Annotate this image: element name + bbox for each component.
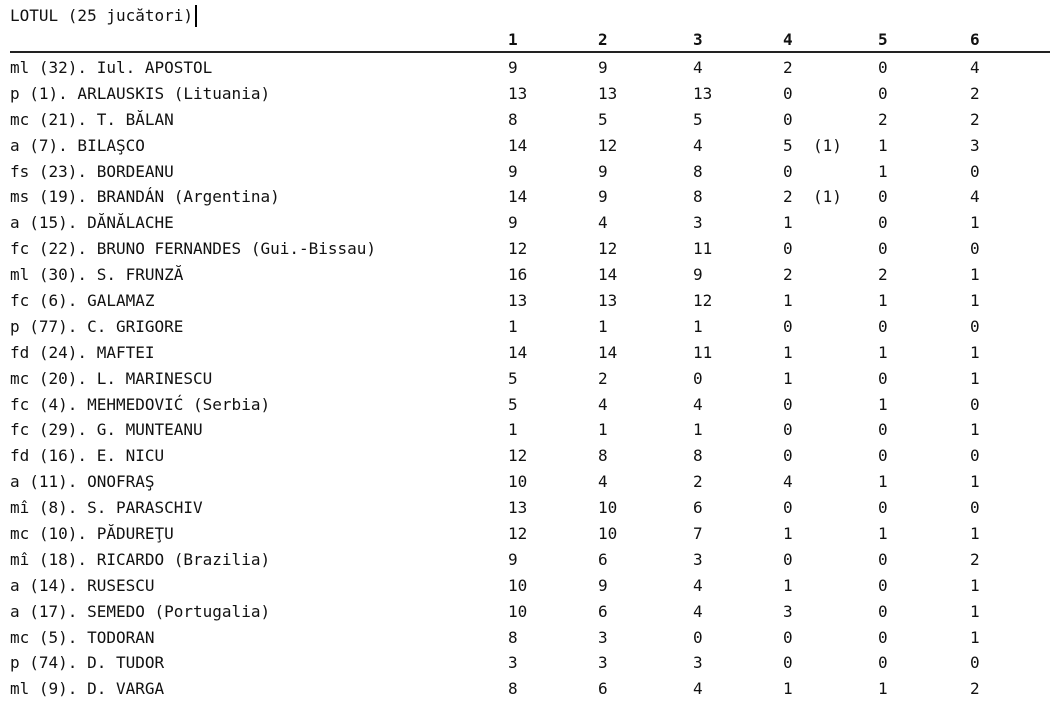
stat-col-1: 9 xyxy=(508,213,518,233)
stat-col-6: 1 xyxy=(970,213,980,233)
player-name: p (74). D. TUDOR xyxy=(10,653,165,673)
stat-col-3: 4 xyxy=(693,575,703,595)
stat-col-4: 0 xyxy=(783,161,793,181)
stat-col-3: 4 xyxy=(693,601,703,621)
stat-col-4: 0 xyxy=(783,316,793,336)
stat-col-6: 1 xyxy=(970,368,980,388)
column-header-4: 4 xyxy=(783,30,793,49)
stat-col-1: 5 xyxy=(508,368,518,388)
player-name: ms (19). BRANDÁN (Argentina) xyxy=(10,187,280,207)
stat-col-6: 0 xyxy=(970,316,980,336)
stat-col-3: 3 xyxy=(693,213,703,233)
stat-col-1: 12 xyxy=(508,239,528,259)
stat-col-5: 0 xyxy=(878,601,888,621)
stat-col-1: 13 xyxy=(508,291,528,311)
stat-col-5: 1 xyxy=(878,524,888,544)
stat-col-3: 0 xyxy=(693,368,703,388)
stat-col-6: 1 xyxy=(970,265,980,285)
player-name: ml (30). S. FRUNZĂ xyxy=(10,265,184,285)
stat-col-5: 0 xyxy=(878,368,888,388)
stat-col-4-note: (1) xyxy=(813,187,842,207)
player-name: a (7). BILAŞCO xyxy=(10,135,145,155)
player-name: a (17). SEMEDO (Portugalia) xyxy=(10,601,271,621)
stat-col-6: 0 xyxy=(970,653,980,673)
stat-col-6: 0 xyxy=(970,161,980,181)
stat-col-4: 1 xyxy=(783,368,793,388)
stat-col-1: 8 xyxy=(508,627,518,647)
table-row xyxy=(0,316,1050,342)
stat-col-1: 9 xyxy=(508,549,518,569)
stat-col-3: 5 xyxy=(693,109,703,129)
player-name: fc (6). GALAMAZ xyxy=(10,291,155,311)
stat-col-3: 11 xyxy=(693,342,713,362)
stat-col-5: 2 xyxy=(878,265,888,285)
stat-col-6: 1 xyxy=(970,524,980,544)
stat-col-6: 3 xyxy=(970,135,980,155)
stat-col-4: 0 xyxy=(783,653,793,673)
table-row xyxy=(0,678,1050,704)
table-row xyxy=(0,109,1050,135)
stat-col-6: 1 xyxy=(970,627,980,647)
table-row xyxy=(0,497,1050,523)
player-name: mc (20). L. MARINESCU xyxy=(10,368,213,388)
stat-col-2: 12 xyxy=(598,135,618,155)
stat-col-2: 9 xyxy=(598,58,608,77)
stat-col-4: 0 xyxy=(783,109,793,129)
stat-col-5: 0 xyxy=(878,498,888,518)
header-divider xyxy=(10,51,1050,53)
stat-col-3: 8 xyxy=(693,187,703,207)
stat-col-2: 4 xyxy=(598,213,608,233)
player-name: fd (16). E. NICU xyxy=(10,446,165,466)
player-name: fd (24). MAFTEI xyxy=(10,342,155,362)
stat-col-3: 2 xyxy=(693,472,703,492)
stat-col-2: 5 xyxy=(598,109,608,129)
table-row xyxy=(0,445,1050,471)
stat-col-5: 0 xyxy=(878,575,888,595)
stat-col-2: 4 xyxy=(598,472,608,492)
player-name: fc (4). MEHMEDOVIĆ (Serbia) xyxy=(10,394,271,414)
stat-col-3: 13 xyxy=(693,83,713,103)
player-name: fc (29). G. MUNTEANU xyxy=(10,420,203,440)
table-row xyxy=(0,161,1050,187)
stat-col-6: 1 xyxy=(970,575,980,595)
table-row xyxy=(0,523,1050,549)
column-header-6: 6 xyxy=(970,30,980,49)
table-row xyxy=(0,627,1050,653)
squad-title[interactable] xyxy=(10,5,197,27)
stat-col-4: 0 xyxy=(783,394,793,414)
stat-col-1: 12 xyxy=(508,524,528,544)
table-row xyxy=(0,264,1050,290)
stat-col-5: 1 xyxy=(878,472,888,492)
stat-col-3: 3 xyxy=(693,653,703,673)
stat-col-5: 1 xyxy=(878,394,888,414)
stat-col-1: 16 xyxy=(508,265,528,285)
stat-col-3: 9 xyxy=(693,265,703,285)
stat-col-4: 1 xyxy=(783,291,793,311)
stat-col-2: 1 xyxy=(598,420,608,440)
stat-col-4: 0 xyxy=(783,420,793,440)
stat-col-2: 4 xyxy=(598,394,608,414)
stat-col-2: 10 xyxy=(598,524,618,544)
stat-col-2: 9 xyxy=(598,575,608,595)
stat-col-5: 0 xyxy=(878,549,888,569)
stat-col-2: 14 xyxy=(598,265,618,285)
player-name: mî (18). RICARDO (Brazilia) xyxy=(10,549,271,569)
stat-col-3: 6 xyxy=(693,498,703,518)
stat-col-2: 14 xyxy=(598,342,618,362)
table-row xyxy=(0,290,1050,316)
stat-col-5: 0 xyxy=(878,316,888,336)
stat-col-4: 1 xyxy=(783,524,793,544)
stat-col-3: 3 xyxy=(693,549,703,569)
player-name: ml (9). D. VARGA xyxy=(10,679,165,699)
stat-col-5: 0 xyxy=(878,239,888,259)
stat-col-1: 9 xyxy=(508,58,518,77)
stat-col-6: 0 xyxy=(970,446,980,466)
stat-col-3: 8 xyxy=(693,161,703,181)
stat-col-3: 0 xyxy=(693,627,703,647)
stat-col-2: 2 xyxy=(598,368,608,388)
player-name: a (11). ONOFRAŞ xyxy=(10,472,155,492)
stat-col-4: 1 xyxy=(783,213,793,233)
column-header-1: 1 xyxy=(508,30,518,49)
table-row xyxy=(0,394,1050,420)
stat-col-3: 4 xyxy=(693,58,703,77)
table-row xyxy=(0,471,1050,497)
stat-col-1: 5 xyxy=(508,394,518,414)
stat-col-1: 1 xyxy=(508,316,518,336)
stat-col-1: 13 xyxy=(508,83,528,103)
stat-col-2: 6 xyxy=(598,549,608,569)
stat-col-3: 4 xyxy=(693,679,703,699)
stat-col-3: 4 xyxy=(693,135,703,155)
table-row xyxy=(0,57,1050,83)
stat-col-4: 0 xyxy=(783,549,793,569)
stat-col-1: 8 xyxy=(508,679,518,699)
stat-col-5: 0 xyxy=(878,627,888,647)
player-name: p (77). C. GRIGORE xyxy=(10,316,184,336)
stat-col-4: 4 xyxy=(783,472,793,492)
table-row xyxy=(0,368,1050,394)
stat-col-4: 3 xyxy=(783,601,793,621)
stat-col-2: 1 xyxy=(598,316,608,336)
stat-col-2: 8 xyxy=(598,446,608,466)
table-row xyxy=(0,238,1050,264)
stat-col-4: 2 xyxy=(783,58,793,77)
stat-col-5: 0 xyxy=(878,187,888,207)
stat-col-2: 3 xyxy=(598,627,608,647)
table-row xyxy=(0,83,1050,109)
stat-col-5: 1 xyxy=(878,679,888,699)
table-row xyxy=(0,575,1050,601)
stat-col-2: 9 xyxy=(598,161,608,181)
stat-col-1: 14 xyxy=(508,187,528,207)
stat-col-6: 4 xyxy=(970,58,980,77)
stat-col-6: 1 xyxy=(970,291,980,311)
stat-col-1: 14 xyxy=(508,135,528,155)
stat-col-4: 0 xyxy=(783,83,793,103)
stat-col-1: 12 xyxy=(508,446,528,466)
column-header-3: 3 xyxy=(693,30,703,49)
stat-col-2: 13 xyxy=(598,83,618,103)
stat-col-4: 0 xyxy=(783,446,793,466)
player-name: p (1). ARLAUSKIS (Lituania) xyxy=(10,83,271,103)
stat-col-5: 0 xyxy=(878,58,888,77)
stat-col-5: 0 xyxy=(878,213,888,233)
stat-col-5: 1 xyxy=(878,135,888,155)
stat-col-3: 4 xyxy=(693,394,703,414)
stat-col-4: 0 xyxy=(783,627,793,647)
table-row xyxy=(0,652,1050,678)
column-header-row xyxy=(0,30,1050,50)
stat-col-3: 7 xyxy=(693,524,703,544)
stat-col-6: 2 xyxy=(970,549,980,569)
stat-col-6: 0 xyxy=(970,498,980,518)
table-row xyxy=(0,601,1050,627)
table-row xyxy=(0,549,1050,575)
stat-col-6: 1 xyxy=(970,601,980,621)
stat-col-1: 3 xyxy=(508,653,518,673)
stat-col-5: 1 xyxy=(878,291,888,311)
stat-col-4: 2 xyxy=(783,265,793,285)
stat-col-4: 1 xyxy=(783,575,793,595)
stat-col-6: 2 xyxy=(970,109,980,129)
stat-col-5: 0 xyxy=(878,83,888,103)
stat-col-5: 0 xyxy=(878,653,888,673)
stat-col-3: 11 xyxy=(693,239,713,259)
player-name: mc (21). T. BĂLAN xyxy=(10,109,174,129)
stat-col-1: 9 xyxy=(508,161,518,181)
player-name: a (15). DĂNĂLACHE xyxy=(10,213,174,233)
stat-col-6: 1 xyxy=(970,420,980,440)
table-row xyxy=(0,186,1050,212)
stat-col-2: 12 xyxy=(598,239,618,259)
stat-col-6: 1 xyxy=(970,342,980,362)
text-cursor xyxy=(195,5,197,27)
player-name: mc (5). TODORAN xyxy=(10,627,155,647)
stat-col-4: 0 xyxy=(783,498,793,518)
stat-col-3: 8 xyxy=(693,446,703,466)
stat-col-6: 0 xyxy=(970,239,980,259)
table-row xyxy=(0,212,1050,238)
player-name: fc (22). BRUNO FERNANDES (Gui.-Bissau) xyxy=(10,239,377,259)
stat-col-6: 2 xyxy=(970,679,980,699)
stat-col-6: 1 xyxy=(970,472,980,492)
stat-col-4: 1 xyxy=(783,342,793,362)
stat-col-1: 10 xyxy=(508,575,528,595)
stat-col-6: 0 xyxy=(970,394,980,414)
stat-col-5: 0 xyxy=(878,446,888,466)
stat-col-2: 3 xyxy=(598,653,608,673)
stat-col-4: 5 xyxy=(783,135,793,155)
stat-col-2: 6 xyxy=(598,679,608,699)
player-name: mî (8). S. PARASCHIV xyxy=(10,498,203,518)
stat-col-4: 2 xyxy=(783,187,793,207)
stat-col-6: 4 xyxy=(970,187,980,207)
stat-col-4: 0 xyxy=(783,239,793,259)
stat-col-1: 14 xyxy=(508,342,528,362)
table-row xyxy=(0,419,1050,445)
squad-title-text: LOTUL (25 jucători) xyxy=(10,6,194,25)
stat-col-2: 6 xyxy=(598,601,608,621)
column-header-2: 2 xyxy=(598,30,608,49)
stat-col-2: 10 xyxy=(598,498,618,518)
stat-col-1: 13 xyxy=(508,498,528,518)
player-name: a (14). RUSESCU xyxy=(10,575,155,595)
column-header-5: 5 xyxy=(878,30,888,49)
table-row xyxy=(0,135,1050,161)
stat-col-2: 9 xyxy=(598,187,608,207)
stat-col-4: 1 xyxy=(783,679,793,699)
stat-col-6: 2 xyxy=(970,83,980,103)
player-table xyxy=(0,57,1050,704)
stat-col-1: 10 xyxy=(508,601,528,621)
stat-col-5: 1 xyxy=(878,161,888,181)
player-name: fs (23). BORDEANU xyxy=(10,161,174,181)
stat-col-3: 1 xyxy=(693,316,703,336)
stat-col-5: 2 xyxy=(878,109,888,129)
stat-col-3: 12 xyxy=(693,291,713,311)
stat-col-5: 1 xyxy=(878,342,888,362)
stat-col-1: 8 xyxy=(508,109,518,129)
stat-col-5: 0 xyxy=(878,420,888,440)
stat-col-1: 1 xyxy=(508,420,518,440)
stat-col-3: 1 xyxy=(693,420,703,440)
stat-col-4-note: (1) xyxy=(813,135,842,155)
table-row xyxy=(0,342,1050,368)
player-name: mc (10). PĂDUREŢU xyxy=(10,524,174,544)
stat-col-2: 13 xyxy=(598,291,618,311)
player-name: ml (32). Iul. APOSTOL xyxy=(10,58,213,77)
stat-col-1: 10 xyxy=(508,472,528,492)
